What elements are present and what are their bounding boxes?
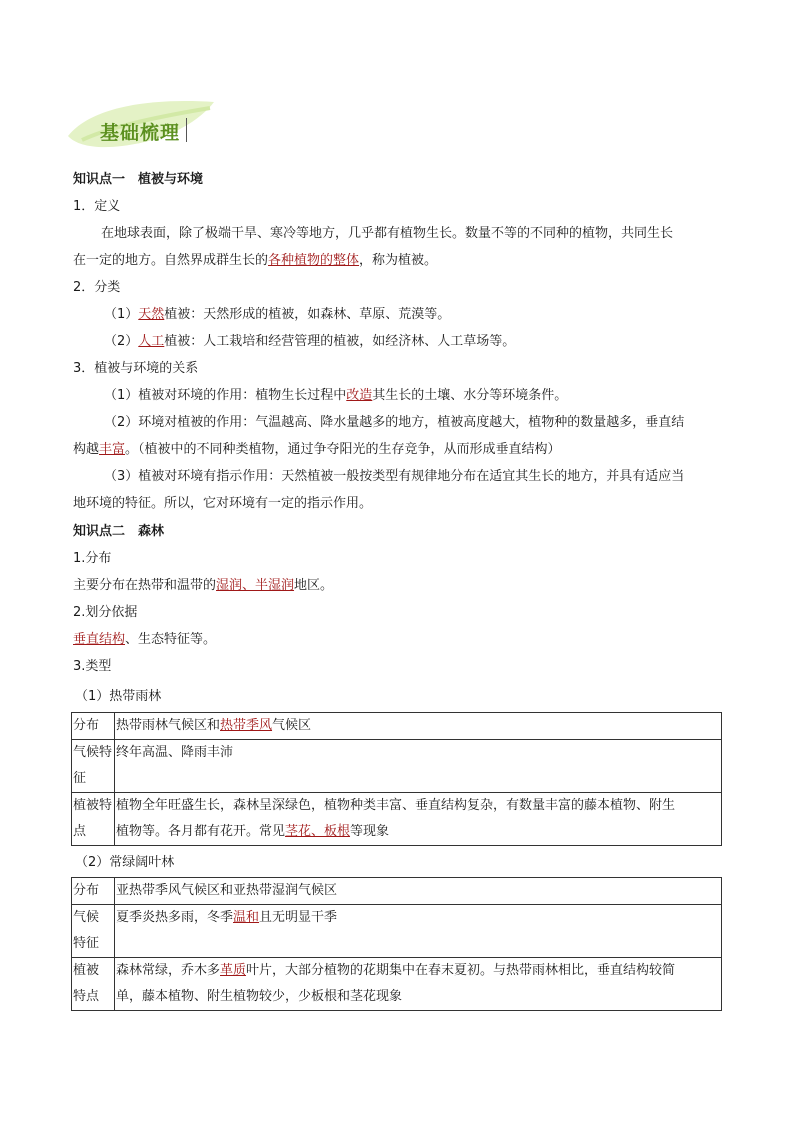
- underlined-term: 人工: [138, 334, 165, 349]
- kp1-s2-item2: （2）人工植被：人工栽培和经营管理的植被，如经济林、人工草场等。: [104, 334, 516, 349]
- underlined-term: 丰富: [99, 442, 126, 457]
- underlined-term: 热带季风: [220, 718, 273, 733]
- rainforest-table: [71, 712, 722, 846]
- table-cell: 终年高温、降雨丰沛: [115, 740, 722, 793]
- table-header-cell: 植被特 点: [72, 793, 115, 846]
- evergreen-broadleaf-table: [71, 877, 722, 1011]
- kp1-s3-item3-line2: 地环境的特征。所以，它对环境有一定的指示作用。: [73, 496, 373, 511]
- kp1-s2-item1: （1）天然植被：天然形成的植被，如森林、草原、荒漠等。: [104, 307, 451, 322]
- kp1-s3-item1: （1）植被对环境的作用：植物生长过程中改造其生长的土壤、水分等环境条件。: [104, 388, 568, 403]
- underlined-term: 湿润、半湿润: [216, 578, 295, 593]
- kp2-s1-title: 1.分布: [73, 551, 112, 566]
- kp1-title: 知识点一 植被与环境: [73, 172, 204, 187]
- table-row: [72, 713, 722, 740]
- underlined-term: 天然: [138, 307, 165, 322]
- banner-title: 基础梳理: [100, 122, 181, 144]
- kp1-s3-item2-line2: 构越丰富。（植被中的不同种类植物，通过争夺阳光的生存竞争，从而形成垂直结构）: [73, 442, 561, 457]
- table-cell: 热带雨林气候区和热带季风气候区: [115, 713, 722, 740]
- kp2-s3-title: 3.类型: [73, 659, 112, 674]
- table-cell: 植物全年旺盛生长，森林呈深绿色，植物种类丰富、垂直结构复杂，有数量丰富的藤本植物、附生 植物等。各月都有花开。常见茎花、板根等现象: [115, 793, 722, 846]
- underlined-term: 茎花、板根: [285, 824, 351, 839]
- kp1-s1-para-line1: 在地球表面，除了极端干旱、寒冷等地方，几乎都有植物生长。数量不等的不同种的植物，共同生长: [101, 226, 674, 241]
- table-cell: 亚热带季风气候区和亚热带湿润气候区: [115, 878, 722, 905]
- table-header-cell: 植被 特点: [72, 958, 115, 1011]
- kp1-s1-para-line2: 在一定的地方。自然界成群生长的各种植物的整体，称为植被。: [73, 253, 438, 268]
- table-row: [72, 905, 722, 958]
- table-row: [72, 878, 722, 905]
- table-header-cell: 分布: [72, 713, 115, 740]
- kp1-s3-item3-line1: （3）植被对环境有指示作用：天然植被一般按类型有规律地分布在适宜其生长的地方，并具有适应当: [104, 469, 685, 484]
- table-cell: 森林常绿，乔木多革质叶片，大部分植物的花期集中在春末夏初。与热带雨林相比，垂直结构较简 单，藤本植物、附生植物较少，少板根和茎花现象: [115, 958, 722, 1011]
- table1-caption: （1）热带雨林: [75, 689, 162, 704]
- text-cursor: [186, 118, 187, 142]
- underlined-term: 各种植物的整体: [268, 253, 360, 268]
- table-row: [72, 740, 722, 793]
- table2-caption: （2）常绿阔叶林: [75, 855, 175, 870]
- kp1-s3-title: 3．植被与环境的关系: [73, 361, 199, 376]
- table-row: [72, 958, 722, 1011]
- table-row: [72, 793, 722, 846]
- table-header-cell: 气候特 征: [72, 740, 115, 793]
- kp2-s1-text: 主要分布在热带和温带的湿润、半湿润地区。: [73, 578, 334, 593]
- kp2-title: 知识点二 森林: [73, 524, 165, 539]
- underlined-term: 改造: [346, 388, 373, 403]
- underlined-term: 革质: [220, 963, 247, 978]
- kp2-s2-text: 垂直结构、生态特征等。: [73, 632, 217, 647]
- kp1-s2-title: 2．分类: [73, 280, 121, 295]
- kp1-s1-title: 1．定义: [73, 199, 121, 214]
- kp1-s3-item2-line1: （2）环境对植被的作用：气温越高、降水量越多的地方，植被高度越大，植物种的数量越多，垂直结: [104, 415, 685, 430]
- underlined-term: 垂直结构: [73, 632, 126, 647]
- table-cell: 夏季炎热多雨，冬季温和且无明显干季: [115, 905, 722, 958]
- table-header-cell: 分布: [72, 878, 115, 905]
- kp2-s2-title: 2.划分依据: [73, 605, 138, 620]
- table-header-cell: 气候 特征: [72, 905, 115, 958]
- underlined-term: 温和: [233, 910, 260, 925]
